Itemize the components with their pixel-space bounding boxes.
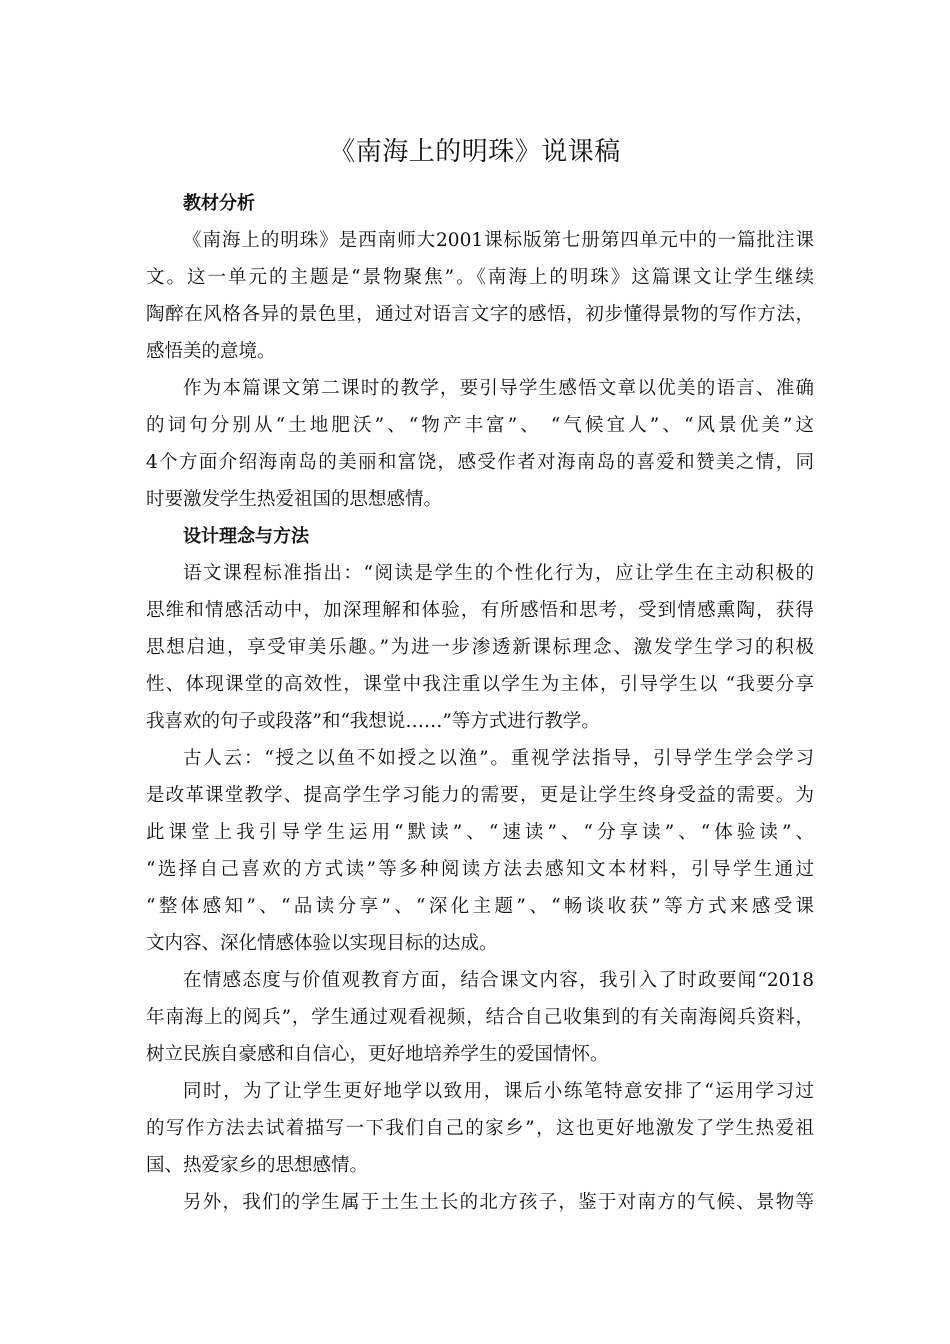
text-line: 的写作方法去试着描写一下我们自己的家乡”，这也更好地激发了学生热爱祖 <box>146 1118 814 1139</box>
text-line: 年南海上的阅兵”，学生通过观看视频，结合自己收集到的有关南海阅兵资料， <box>146 1007 814 1028</box>
text-line: 是改革课堂教学、提高学生学习能力的需要，更是让学生终身受益的需要。为 <box>146 785 814 806</box>
paragraph <box>146 555 814 740</box>
paragraph <box>146 1073 814 1184</box>
text-line: 树立民族自豪感和自信心，更好地培养学生的爱国情怀。 <box>146 1044 609 1065</box>
paragraph <box>146 962 814 1073</box>
text-line: 性、体现课堂的高效性，课堂中我注重以学生为主体，引导学生以 “我要分享 <box>146 674 814 695</box>
text-line: 文。这一单元的主题是“景物聚焦”。《南海上的明珠》这篇课文让学生继续 <box>146 267 814 288</box>
document-body <box>146 185 814 1221</box>
document-title: 《南海上的明珠》说课稿 <box>329 137 621 167</box>
text-line: 另外，我们的学生属于土生土长的北方孩子，鉴于对南方的气候、景物等 <box>183 1192 814 1213</box>
text-line: 文内容、深化情感体验以实现目标的达成。 <box>146 933 498 954</box>
text-line: 4个方面介绍海南岛的美丽和富饶，感受作者对海南岛的喜爱和赞美之情，同 <box>146 452 814 473</box>
section-heading-design-concept: 设计理念与方法 <box>183 526 309 547</box>
text-line: 《南海上的明珠》是西南师大2001课标版第七册第四单元中的一篇批注课 <box>183 230 814 251</box>
text-line: 此课堂上我引导学生运用“默读”、“速读”、“分享读”、“体验读”、 <box>146 822 814 843</box>
section-heading-textbook-analysis: 教材分析 <box>183 193 255 214</box>
text-line: 陶醉在风格各异的景色里，通过对语言文字的感悟，初步懂得景物的写作方法， <box>146 304 814 325</box>
text-line: “整体感知”、“品读分享”、“深化主题”、“畅谈收获”等方式来感受课 <box>146 896 814 917</box>
text-line: 作为本篇课文第二课时的教学，要引导学生感悟文章以优美的语言、准确 <box>183 378 814 399</box>
text-line: 语文课程标准指出：“阅读是学生的个性化行为，应让学生在主动积极的 <box>183 563 814 584</box>
text-line: 国、热爱家乡的思想感情。 <box>146 1155 369 1176</box>
paragraph <box>146 740 814 962</box>
text-line: 的词句分别从“土地肥沃”、“物产丰富”、 “气候宜人”、“风景优美”这 <box>146 415 814 436</box>
paragraph <box>146 370 814 518</box>
paragraph <box>146 1184 814 1221</box>
text-line: “选择自己喜欢的方式读”等多种阅读方法去感知文本材料，引导学生通过 <box>146 859 814 880</box>
paragraph <box>146 222 814 370</box>
text-line: 思想启迪，享受审美乐趣。”为进一步渗透新课标理念、激发学生学习的积极 <box>146 637 814 658</box>
text-line: 感悟美的意境。 <box>146 341 276 362</box>
text-line: 同时，为了让学生更好地学以致用，课后小练笔特意安排了“运用学习过 <box>183 1081 814 1102</box>
text-line: 在情感态度与价值观教育方面，结合课文内容，我引入了时政要闻“2018 <box>183 970 814 991</box>
text-line: 我喜欢的句子或段落”和“我想说……”等方式进行教学。 <box>146 711 600 732</box>
text-line: 古人云：“授之以鱼不如授之以渔”。重视学法指导，引导学生学会学习 <box>183 748 814 769</box>
text-line: 思维和情感活动中，加深理解和体验，有所感悟和思考，受到情感熏陶，获得 <box>146 600 814 621</box>
text-line: 时要激发学生热爱祖国的思想感情。 <box>146 489 443 510</box>
